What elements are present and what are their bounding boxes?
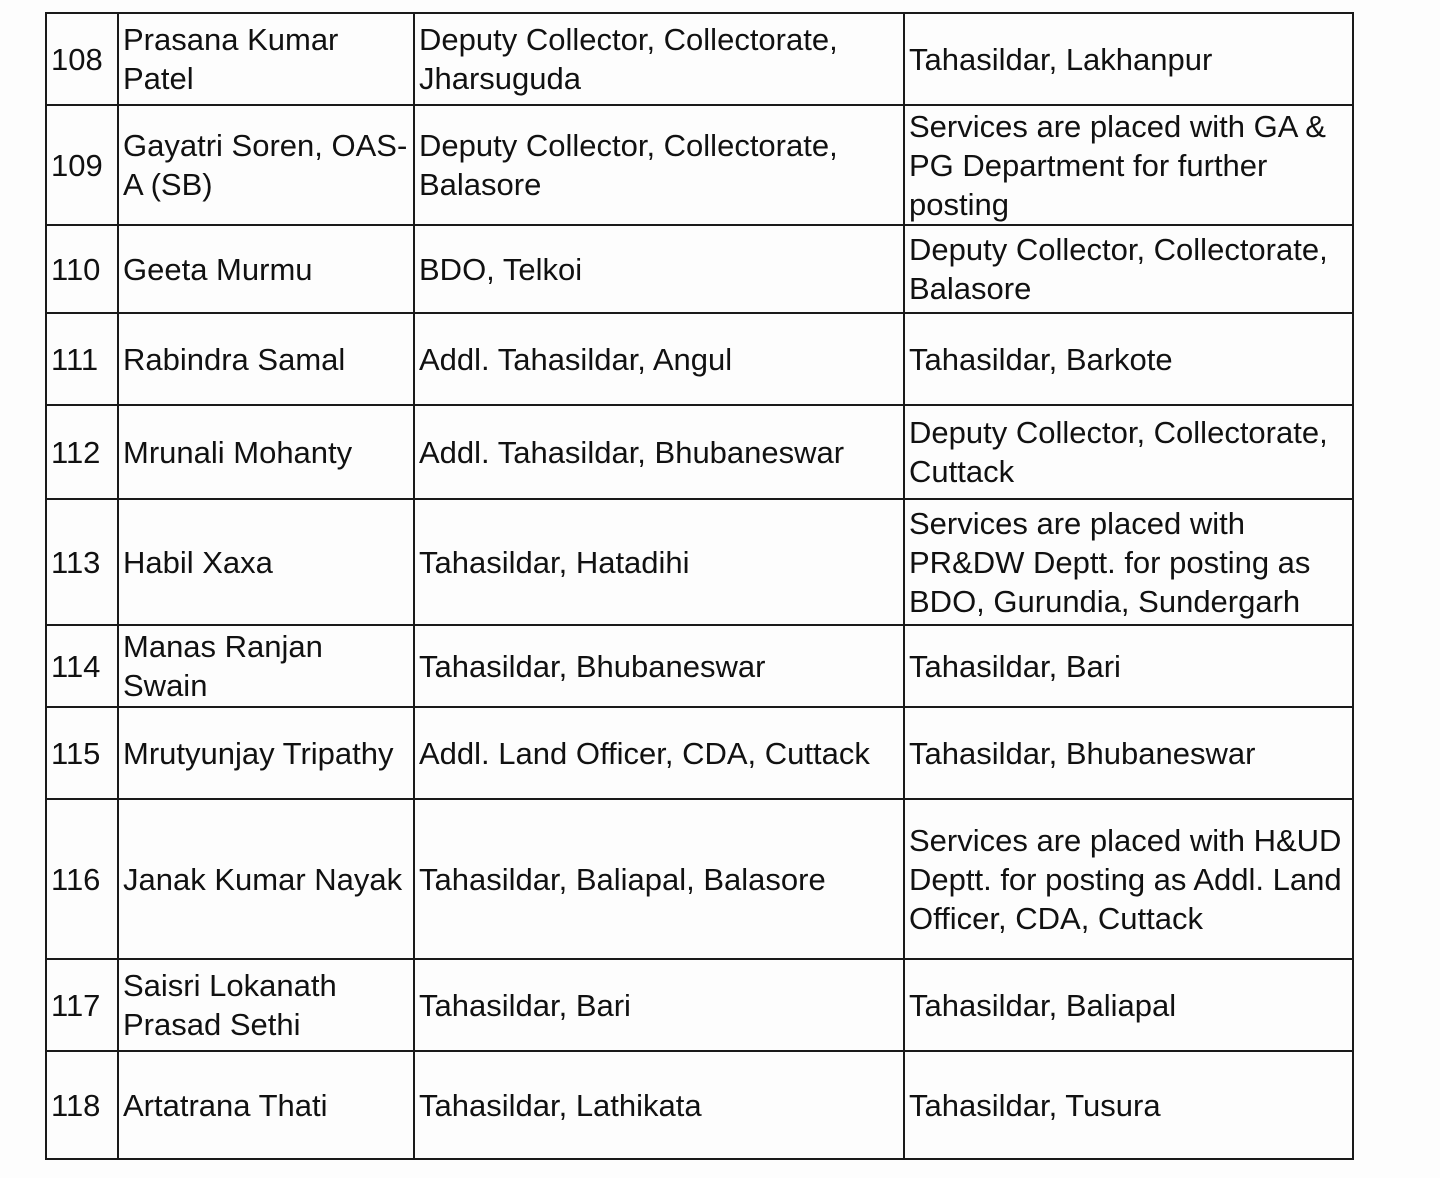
officer-name-cell: Saisri Lokanath Prasad Sethi [118,959,414,1051]
table-row [46,225,1353,313]
serial-number-cell: 114 [46,625,118,707]
present-posting-cell: Tahasildar, Lathikata [414,1051,904,1159]
new-posting-cell: Tahasildar, Tusura [904,1051,1353,1159]
serial-number-cell: 110 [46,225,118,313]
officer-name-cell: Gayatri Soren, OAS-A (SB) [118,105,414,225]
table-row [46,313,1353,405]
serial-number-cell: 116 [46,799,118,959]
present-posting-cell: Addl. Tahasildar, Bhubaneswar [414,405,904,499]
present-posting-cell: Tahasildar, Baliapal, Balasore [414,799,904,959]
officer-name-cell: Geeta Murmu [118,225,414,313]
table-row [46,707,1353,799]
present-posting-cell: Tahasildar, Hatadihi [414,499,904,625]
officer-name-cell: Prasana Kumar Patel [118,13,414,105]
table-row [46,105,1353,225]
transfer-posting-table [45,12,1354,1160]
present-posting-cell: Tahasildar, Bari [414,959,904,1051]
serial-number-cell: 111 [46,313,118,405]
present-posting-cell: Tahasildar, Bhubaneswar [414,625,904,707]
new-posting-cell: Tahasildar, Bhubaneswar [904,707,1353,799]
table-row [46,1051,1353,1159]
officer-name-cell: Rabindra Samal [118,313,414,405]
serial-number-cell: 115 [46,707,118,799]
present-posting-cell: BDO, Telkoi [414,225,904,313]
new-posting-cell: Services are placed with GA & PG Department for further posting [904,105,1353,225]
present-posting-cell: Deputy Collector, Collectorate, Jharsuguda [414,13,904,105]
officer-name-cell: Mrutyunjay Tripathy [118,707,414,799]
new-posting-cell: Tahasildar, Baliapal [904,959,1353,1051]
table-row [46,625,1353,707]
officer-name-cell: Janak Kumar Nayak [118,799,414,959]
officer-name-cell: Manas Ranjan Swain [118,625,414,707]
table-row [46,405,1353,499]
new-posting-cell: Deputy Collector, Collectorate, Cuttack [904,405,1353,499]
table-row [46,959,1353,1051]
officer-name-cell: Mrunali Mohanty [118,405,414,499]
serial-number-cell: 112 [46,405,118,499]
serial-number-cell: 113 [46,499,118,625]
new-posting-cell: Tahasildar, Bari [904,625,1353,707]
present-posting-cell: Deputy Collector, Collectorate, Balasore [414,105,904,225]
serial-number-cell: 108 [46,13,118,105]
new-posting-cell: Deputy Collector, Collectorate, Balasore [904,225,1353,313]
serial-number-cell: 118 [46,1051,118,1159]
serial-number-cell: 109 [46,105,118,225]
new-posting-cell: Services are placed with H&UD Deptt. for posting as Addl. Land Officer, CDA, Cuttack [904,799,1353,959]
present-posting-cell: Addl. Tahasildar, Angul [414,313,904,405]
table-row [46,499,1353,625]
new-posting-cell: Tahasildar, Lakhanpur [904,13,1353,105]
new-posting-cell: Services are placed with PR&DW Deptt. for posting as BDO, Gurundia, Sundergarh [904,499,1353,625]
officer-name-cell: Artatrana Thati [118,1051,414,1159]
officer-name-cell: Habil Xaxa [118,499,414,625]
present-posting-cell: Addl. Land Officer, CDA, Cuttack [414,707,904,799]
table-row [46,799,1353,959]
new-posting-cell: Tahasildar, Barkote [904,313,1353,405]
serial-number-cell: 117 [46,959,118,1051]
table-row [46,13,1353,105]
